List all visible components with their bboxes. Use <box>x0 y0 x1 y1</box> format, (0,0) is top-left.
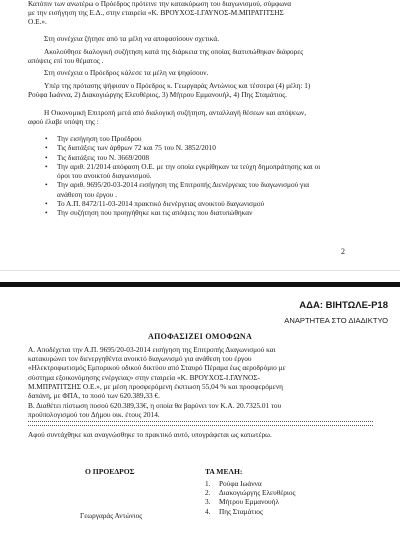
considerations-list <box>45 134 365 218</box>
paragraph-vote-call: Στη συνέχεια ο Πρόεδρος κάλεσε τα μέλη να ψηφίσουν. <box>44 68 209 77</box>
paragraph-ask-members: Στη συνέχεια ζήτησε από τα μέλη να αποφασίσουν σχετικά. <box>44 34 220 43</box>
text-line: Κατόπιν των ανωτέρω ο Πρόεδρος πρότεινε την κατακύρωση του διαγωνισμού, σύμφωνα <box>28 0 292 8</box>
dotted-divider <box>28 425 373 426</box>
list-item: • Τις διατάξεις του Ν. 3669/2008 <box>45 153 365 162</box>
text-line: δαπάνη, με ΦΠΑ, το ποσό των 620.389,33 €. <box>28 391 160 401</box>
member-name: Διακογιώργης Ελευθέριος <box>219 488 296 498</box>
page-previous <box>0 0 400 268</box>
member-item <box>205 507 295 516</box>
member-name: Ρούφα Ιωάννα <box>219 479 262 488</box>
text-line: σύστημα εξοικονόμησης ενέργειας» στην εταιρεία «Κ. ΒΡΟΥΧΟΣ-Ι.ΓΑΥΝΟΣ- <box>28 372 260 382</box>
list-item: • Την συζήτηση που προηγήθηκε και τις απόψεις που διατυπώθηκαν <box>45 208 365 217</box>
member-number: 1. <box>205 479 211 488</box>
text-line: Ρούφα Ιωάννα, 2) Διακογιώργης Ελευθέριος, 3) Μήτρου Εμμανουήλ, 4) Πης Σταμάτιος. <box>28 90 287 100</box>
member-item <box>205 497 295 506</box>
member-name: Μήτρου Εμμανουήλ <box>219 497 279 507</box>
president-title: Ο ΠΡΟΕΔΡΟΣ <box>85 467 135 476</box>
text-line: Την αριθ. 9695/20-03-2014 εισήγηση της Επιτροπής Διενέργειας του διαγωνισμού για <box>57 180 310 190</box>
member-name: Πης Σταμάτιος <box>219 506 263 516</box>
president-name: Γεωργαράς Αντώνιος <box>80 511 143 520</box>
member-number: 2. <box>205 488 211 498</box>
text-line: Ακολούθησε διαλογική συζήτηση κατά της διάρκεια της οποίας διατυπώθηκαν διάφορες <box>44 47 304 56</box>
member-number: 3. <box>205 497 211 507</box>
paragraph-committee <box>28 108 373 126</box>
text-line: απόψεις επί του θέματος . <box>28 56 104 66</box>
text-line: Υπέρ της πρότασης ψήφισαν ο Πρόεδρος κ. Γεωργαράς Αντώνιος και τέσσερα (4) μέλη: 1) <box>44 81 311 90</box>
text-line: Β. Διαθέτει πίστωση ποσού 620.389,33€, η οποία θα βαρύνει τον Κ.Α. 20.7325.01 του <box>28 401 282 410</box>
posting-notice: ΑΝΑΡΤΗΤΕΑ ΣΤΟ ΔΙΑΔΙΚΤΥΟ <box>284 316 388 325</box>
members-list <box>205 479 295 516</box>
text-line: κατακυρώνει τον διενεργηθέντα ανοικτό διαγωνισμό για ανάθεση του έργου <box>28 354 252 364</box>
member-item <box>205 479 295 488</box>
text-line: αφού έλαβε υπόψη της : <box>28 117 99 127</box>
list-item: • Τις διατάξεις των άρθρων 72 και 75 του Ν. 3852/2010 <box>45 143 365 152</box>
intro-paragraph <box>28 0 373 27</box>
page-current <box>0 287 400 558</box>
list-item <box>45 180 365 199</box>
decision-a <box>28 345 373 400</box>
text-line: Η Οικονομική Επιτροπή μετά από διαλογική συζήτηση, ανταλλαγή θέσεων και απόψεων, <box>44 108 307 117</box>
page-number: 2 <box>341 247 345 256</box>
list-item: • Το Α.Π. 8472/11-03-2014 πρακτικό διενέργειας ανοικτού διαγωνισμού <box>45 199 365 208</box>
member-item <box>205 488 295 497</box>
text-line: προϋπολογισμού του Δήμου οικ. έτους 2014. <box>28 410 160 420</box>
text-line: Μ.ΜΠΡΑΤΙΤΣΗΣ Ο.Ε.», με μέση προσφερόμενη έκπτωση 55,04 % και προσφερόμενη <box>28 381 283 391</box>
paragraph-discussion <box>28 47 373 65</box>
member-number: 4. <box>205 506 211 516</box>
decision-b <box>28 401 373 419</box>
text-line: Την αριθ. 21/2014 απόφαση Ο.Ε. με την οποία εγκρίθηκαν τα τεύχη δημοπράτησης και οι <box>57 161 321 171</box>
text-line: με την εισήγηση της Ε.Δ., στην εταιρεία «Κ. ΒΡΟΥΧΟΣ-Ι.ΓΑΥΝΟΣ-Μ.ΜΠΡΑΤΙΤΣΗΣ <box>28 8 284 18</box>
decision-title: ΑΠΟΦΑΣΙΖΕΙ ΟΜΟΦΩΝΑ <box>148 332 253 341</box>
text-line: όροι του ανοικτού διαγωνισμού. <box>57 171 152 181</box>
members-title: ΤΑ ΜΕΛΗ: <box>205 467 243 476</box>
ada-code: ΑΔΑ: ΒΙΗΤΩΛΕ-Ρ18 <box>299 300 388 311</box>
list-item: • Την εισήγηση του Προέδρου <box>45 134 365 143</box>
list-item <box>45 162 365 181</box>
text-line: «Ηλεκτροφωτισμός Εμπορικού οδικού δικτύου από Σταυρό Πέραμα έως αεροδρόμιο με <box>28 363 286 373</box>
paragraph-vote-result <box>28 81 373 99</box>
text-line: Α. Αποδέχεται την Α.Π. 9695/20-03-2014 εισήγηση της Επιτροπής Διαγωνισμού και <box>28 345 276 354</box>
closing-statement: Αφού συντάχθηκε και αναγνώσθηκε το πρακτικό αυτό, υπογράφεται ως κατωτέρω. <box>28 430 272 439</box>
dotted-divider <box>28 421 373 422</box>
text-line: ανάθεση του έργου . <box>57 189 117 199</box>
text-line: Ο.Ε.». <box>28 17 47 27</box>
